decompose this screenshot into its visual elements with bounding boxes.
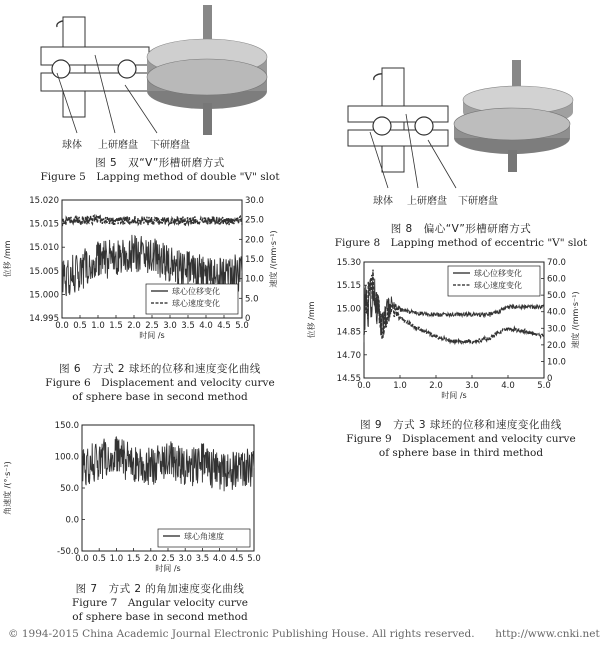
- x-tick-label: 0.0: [75, 554, 89, 564]
- y-tick-label: 14.70: [336, 350, 361, 361]
- fig8-diagram: [340, 60, 590, 210]
- legend-label: 球心速度变化: [474, 281, 522, 290]
- y-tick-label: 50.0: [60, 484, 79, 494]
- y-tick-label: 150.0: [54, 421, 79, 431]
- y-tick-label: 14.55: [336, 374, 361, 384]
- fig8-label-lower-disc: 下研磨盘: [458, 196, 498, 207]
- fig8-caption-en: Figure 8 Lapping method of eccentric "V" slot: [334, 237, 588, 249]
- fig9-caption-en-2: of sphere base in third method: [378, 447, 544, 459]
- x-tick-label: 4.5: [230, 554, 244, 564]
- y-tick-label: 14.85: [336, 327, 361, 338]
- fig9-caption-zh: 图 9 方式 3 球坯的位移和速度变化曲线: [360, 419, 562, 431]
- y-tick-label: 0.0: [65, 515, 79, 526]
- legend-label: 球心角速度: [184, 532, 224, 541]
- x-tick-label: 3.0: [465, 381, 479, 391]
- x-tick-label: 2.5: [145, 321, 159, 331]
- fig9-caption: [318, 418, 604, 460]
- y-tick-label: 15.010: [29, 243, 59, 254]
- y-tick-label: 14.995: [29, 314, 59, 324]
- fig9-chart: [304, 252, 604, 417]
- legend-label: 球心速度变化: [172, 299, 220, 308]
- x-tick-label: 2.5: [161, 554, 175, 564]
- x-tick-label: 2.0: [127, 321, 141, 331]
- y2-tick-label: 30.0: [547, 324, 566, 335]
- y-tick-label: 100.0: [54, 452, 79, 463]
- y2-tick-label: 40.0: [547, 307, 566, 318]
- series-line-0: [82, 437, 254, 492]
- x-tick-label: 1.0: [109, 554, 124, 564]
- fig5-label-upper-disc: 上研磨盘: [98, 140, 138, 151]
- y2-tick-label: 20.0: [547, 340, 566, 351]
- fig7-caption-en-2: of sphere base in second method: [72, 611, 248, 623]
- fig8-label-sphere: 球体: [373, 196, 393, 207]
- fig6-caption-en-1: Figure 6 Displacement and velocity curve: [45, 377, 275, 389]
- x-tick-label: 5.0: [247, 554, 261, 564]
- y2-tick-label: 20.0: [245, 235, 264, 246]
- fig9-caption-en-1: Figure 9 Displacement and velocity curve: [346, 433, 576, 445]
- y-tick-label: 15.00: [336, 304, 361, 315]
- x-tick-label: 3.5: [181, 321, 195, 331]
- fig7-caption: [10, 582, 310, 624]
- x-tick-label: 1.5: [109, 321, 123, 331]
- y2-tick-label: 10.0: [245, 274, 264, 285]
- x-tick-label: 0.5: [92, 554, 106, 564]
- fig5-label-sphere: 球体: [62, 140, 82, 151]
- x-tick-label: 0.5: [73, 321, 87, 331]
- y-axis-label: 位移 /mm: [3, 240, 12, 278]
- x-axis-label: 时间 /s: [155, 564, 181, 573]
- fig6-caption: [10, 362, 310, 404]
- y-tick-label: 15.000: [29, 290, 59, 301]
- x-tick-label: 4.0: [199, 321, 213, 331]
- y2-tick-label: 30.0: [245, 196, 264, 206]
- footer-copyright: © 1994-2015 China Academic Journal Electronic Publishing House. All rights reserved.: [8, 628, 475, 640]
- fig6-caption-en-2: of sphere base in second method: [72, 391, 248, 403]
- y-axis-label: 位移 /mm: [307, 301, 316, 339]
- y2-tick-label: 5.0: [245, 294, 259, 305]
- series-line-1: [62, 216, 242, 226]
- fig7-caption-en-1: Figure 7 Angular velocity curve: [71, 597, 249, 609]
- y-tick-label: 15.15: [336, 281, 361, 292]
- y2-tick-label: 25.0: [245, 215, 264, 226]
- x-tick-label: 3.0: [178, 554, 192, 564]
- fig6-caption-zh: 图 6 方式 2 球坯的位移和速度变化曲线: [59, 363, 261, 375]
- fig8-label-upper-disc: 上研磨盘: [407, 196, 447, 207]
- x-axis-label: 时间 /s: [441, 391, 467, 400]
- fig8-caption-zh: 图 8 偏心“V”形槽研磨方式: [390, 223, 532, 235]
- x-tick-label: 0.0: [55, 321, 69, 331]
- footer: [8, 628, 600, 640]
- x-tick-label: 4.5: [217, 321, 231, 331]
- footer-url[interactable]: http://www.cnki.net: [495, 628, 600, 640]
- fig7-caption-zh: 图 7 方式 2 的角加速度变化曲线: [75, 583, 245, 595]
- x-tick-label: 4.0: [212, 554, 227, 564]
- fig5-caption: [20, 156, 300, 184]
- fig5-label-lower-disc: 下研磨盘: [150, 140, 190, 151]
- fig5-diagram: [35, 5, 285, 155]
- y2-axis-label: 速度 /(mm·s⁻¹): [269, 230, 278, 288]
- y2-tick-label: 0: [547, 374, 553, 384]
- fig5-caption-zh: 图 5 双“V”形槽研磨方式: [95, 157, 225, 169]
- y-tick-label: 15.005: [29, 266, 59, 277]
- y2-tick-label: 50.0: [547, 291, 566, 302]
- fig6-chart: [0, 192, 300, 362]
- legend-label: 球心位移变化: [172, 287, 220, 296]
- y-tick-label: 15.020: [29, 196, 59, 206]
- x-tick-label: 1.5: [126, 554, 141, 564]
- y2-tick-label: 0: [245, 314, 251, 324]
- y2-axis-label: 速度 /(mm·s⁻¹): [571, 291, 580, 349]
- x-tick-label: 1.0: [393, 381, 407, 391]
- y2-tick-label: 10.0: [547, 357, 566, 368]
- x-tick-label: 2.0: [429, 381, 443, 391]
- y-axis-label: 角速度 /(°·s⁻¹): [3, 461, 12, 515]
- x-tick-label: 5.0: [537, 381, 551, 391]
- y2-tick-label: 15.0: [245, 255, 264, 265]
- fig7-chart: [0, 415, 300, 585]
- x-tick-label: 3.5: [195, 554, 210, 564]
- y-tick-label: 15.015: [29, 219, 59, 230]
- fig5-caption-en: Figure 5 Lapping method of double "V" slot: [40, 171, 280, 183]
- y-tick-label: 15.30: [336, 258, 361, 268]
- x-tick-label: 3.0: [163, 321, 177, 331]
- legend-label: 球心位移变化: [474, 269, 522, 278]
- fig8-caption: [318, 222, 604, 250]
- x-tick-label: 0.0: [357, 381, 371, 391]
- x-tick-label: 2.0: [144, 554, 158, 564]
- y2-tick-label: 70.0: [547, 258, 566, 268]
- x-tick-label: 1.0: [91, 321, 105, 331]
- y2-tick-label: 60.0: [547, 274, 566, 285]
- y-tick-label: -50.0: [57, 547, 79, 557]
- x-axis-label: 时间 /s: [139, 331, 165, 340]
- x-tick-label: 4.0: [501, 381, 515, 391]
- x-tick-label: 5.0: [235, 321, 249, 331]
